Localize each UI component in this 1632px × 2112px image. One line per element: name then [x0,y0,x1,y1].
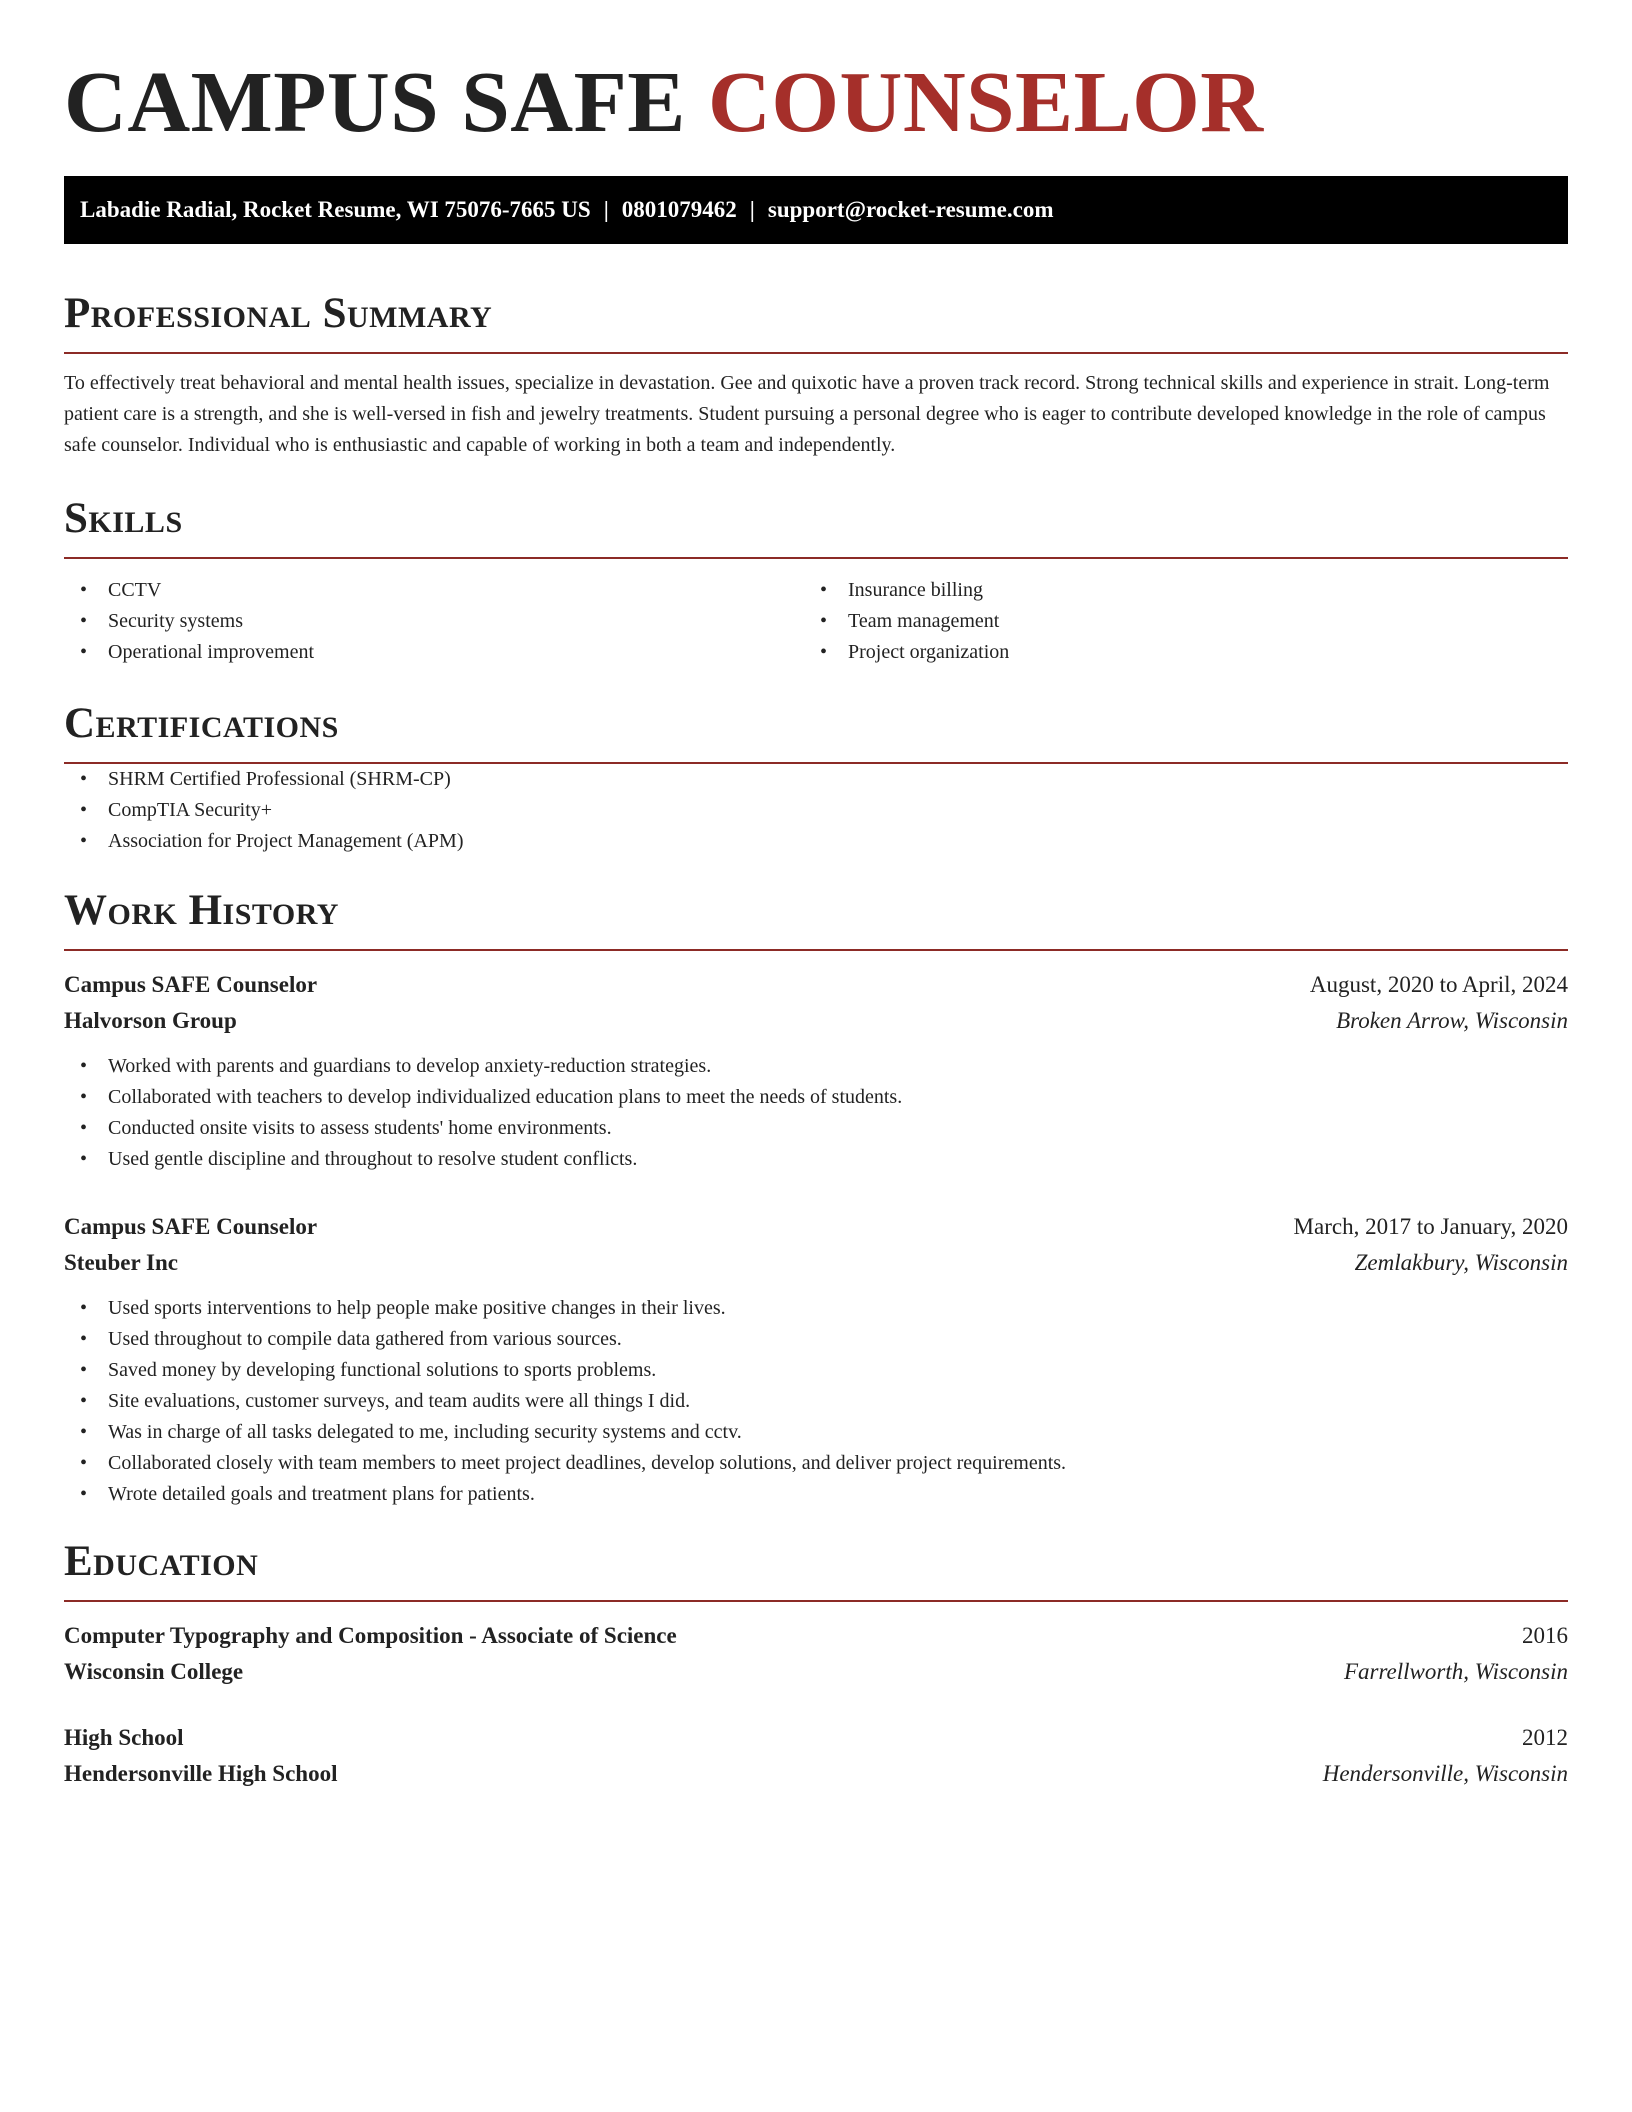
professional-summary-section [64,286,1568,461]
section-divider [64,949,1568,951]
job-duty-item: • Collaborated with teachers to develop individualized education plans to meet the needs of students. [64,1082,1568,1113]
education-degree: Computer Typography and Composition - Associate of Science [64,1623,677,1648]
contact-bar [64,176,1568,244]
job-duties-list [64,1051,1568,1175]
job-company-row [64,1245,1568,1281]
contact-email[interactable]: support@rocket-resume.com [767,197,1054,222]
skill-item: • Insurance billing [804,575,1544,606]
job-duty-item: • Worked with parents and guardians to develop anxiety-reduction strategies. [64,1051,1568,1082]
job-duty-item: • Used sports interventions to help people make positive changes in their lives. [64,1293,1568,1324]
contact-separator: | [603,197,609,222]
skill-item: • Security systems [64,606,804,637]
job-entry [64,967,1568,1175]
education-school-row [64,1756,1568,1792]
job-header-row [64,967,1568,1003]
contact-phone[interactable]: 0801079462 [621,197,737,222]
name-last-part: COUNSELOR [708,53,1264,150]
section-title-certifications: Certifications [64,700,339,747]
job-company: Halvorson Group [64,1008,237,1033]
skills-section [64,491,1568,668]
education-school: Hendersonville High School [64,1761,338,1786]
education-section [64,1534,1568,1792]
job-duty-item: • Was in charge of all tasks delegated to me, including security systems and cctv. [64,1417,1568,1448]
certifications-list [64,764,1568,857]
certification-item: • CompTIA Security+ [64,795,1568,826]
job-duty-item: • Used throughout to compile data gathered from various sources. [64,1324,1568,1355]
job-role: Campus SAFE Counselor [64,972,318,997]
section-divider [64,352,1568,354]
job-location: Broken Arrow, Wisconsin [1336,1008,1568,1033]
education-year: 2016 [1522,1623,1568,1648]
education-degree-row [64,1618,1568,1654]
contact-separator: | [749,197,755,222]
certification-item: • SHRM Certified Professional (SHRM-CP) [64,764,1568,795]
name-first-part: CAMPUS SAFE [64,53,686,150]
job-duty-item: • Conducted onsite visits to assess students' home environments. [64,1113,1568,1144]
education-year: 2012 [1522,1725,1568,1750]
skills-column-right [804,575,1544,668]
education-school: Wisconsin College [64,1659,244,1684]
education-degree-row [64,1720,1568,1756]
job-duty-item: • Collaborated closely with team members to meet project deadlines, develop solutions, and deliver project requirements. [64,1448,1568,1479]
certification-item: • Association for Project Management (APM) [64,826,1568,857]
job-duty-item: • Wrote detailed goals and treatment plans for patients. [64,1479,1568,1510]
section-title-work-history: Work History [64,887,339,934]
job-company-row [64,1003,1568,1039]
certifications-section [64,696,1568,857]
education-entry [64,1618,1568,1690]
job-role: Campus SAFE Counselor [64,1214,318,1239]
skill-item: • Team management [804,606,1544,637]
job-duty-item: • Used gentle discipline and throughout to resolve student conflicts. [64,1144,1568,1175]
job-dates: March, 2017 to January, 2020 [1293,1214,1568,1239]
education-school-row [64,1654,1568,1690]
contact-address: Labadie Radial, Rocket Resume, WI 75076-7665 US [80,197,591,222]
job-location: Zemlakbury, Wisconsin [1354,1250,1568,1275]
education-degree: High School [64,1725,184,1750]
candidate-name [64,52,1568,152]
job-dates: August, 2020 to April, 2024 [1309,972,1568,997]
section-divider [64,557,1568,559]
section-title-skills: Skills [64,495,183,542]
education-entry [64,1720,1568,1792]
section-title-education: Education [64,1538,259,1585]
job-duties-list [64,1293,1568,1510]
education-location: Farrellworth, Wisconsin [1343,1659,1568,1684]
job-entry [64,1209,1568,1510]
education-location: Hendersonville, Wisconsin [1322,1761,1568,1786]
job-duty-item: • Site evaluations, customer surveys, and team audits were all things I did. [64,1386,1568,1417]
summary-text: To effectively treat behavioral and mental health issues, specialize in devastation. Gee and quixotic have a proven track record. Strong technical skills and experience in strait. Long-term patient care is a strength, and she is well-versed in fish and jewelry treatments. Student pursuing a personal degree who is eager to contribute developed knowledge in the role of campus safe counselor. Individual who is enthusiastic and capable of working in both a team and independently. [64,372,1550,456]
job-company: Steuber Inc [64,1250,178,1275]
skill-item: • Project organization [804,637,1544,668]
skill-item: • Operational improvement [64,637,804,668]
skills-column-left [64,575,804,668]
skill-item: • CCTV [64,575,804,606]
section-divider [64,1600,1568,1602]
job-header-row [64,1209,1568,1245]
work-history-section [64,883,1568,1510]
job-duty-item: • Saved money by developing functional solutions to sports problems. [64,1355,1568,1386]
section-title-summary: Professional Summary [64,290,493,337]
skills-grid [64,575,1568,668]
